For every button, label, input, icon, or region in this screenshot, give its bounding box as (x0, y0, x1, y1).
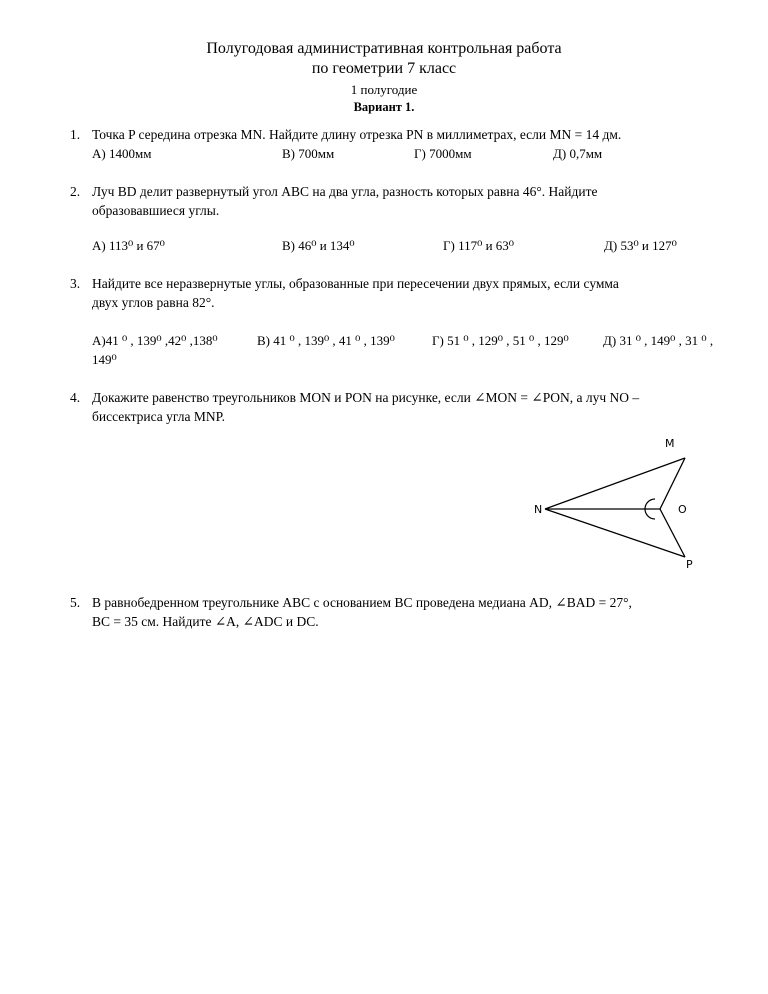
semester-label: 1 полугодие (350, 82, 418, 97)
label-o: O (678, 503, 687, 516)
question-number: 2. (70, 184, 81, 199)
answer-option-d: Д) 31 ⁰ , 149⁰ , 31 ⁰ , (603, 333, 714, 348)
label-n: N (534, 503, 543, 516)
answer-option-b: В) 41 ⁰ , 139⁰ , 41 ⁰ , 139⁰ (257, 333, 395, 348)
answer-option-d: Д) 53⁰ и 127⁰ (604, 238, 677, 253)
question-text: Точка P середина отрезка MN. Найдите длину отрезка PN в миллиметрах, если MN = 14 дм. (92, 127, 622, 142)
answer-option-c: Г) 117⁰ и 63⁰ (443, 238, 514, 253)
answer-option-d: Д) 0,7мм (553, 146, 603, 161)
answer-option-d-continued: 149⁰ (92, 352, 117, 367)
question-text-line-1: Найдите все неразвернутые углы, образованные при пересечении двух прямых, если сумма (92, 276, 619, 291)
triangle-figure (525, 433, 705, 573)
question-number: 5. (70, 595, 81, 610)
answer-option-b: В) 46⁰ и 134⁰ (282, 238, 355, 253)
question-number: 1. (70, 127, 81, 142)
question-text-line-2: биссектриса угла MNP. (92, 409, 226, 424)
question-number: 3. (70, 276, 81, 291)
answer-option-a: А) 113⁰ и 67⁰ (92, 238, 165, 253)
variant-label: Вариант 1. (353, 100, 415, 114)
page-title: Полугодовая административная контрольная работа (206, 40, 562, 57)
question-text-line-2: образовавшиеся углы. (92, 203, 220, 218)
question-text-line-1: Докажите равенство треугольников MON и PON на рисунке, если ∠MON = ∠PON, а луч NO – (92, 390, 640, 405)
answer-option-b: В) 700мм (282, 146, 335, 161)
question-text-line-1: Луч BD делит развернутый угол АВС на два угла, разность которых равна 46°. Найдите (92, 184, 598, 199)
answer-option-c: Г) 51 ⁰ , 129⁰ , 51 ⁰ , 129⁰ (432, 333, 569, 348)
question-text-line-2: BC = 35 см. Найдите ∠A, ∠ADC и DC. (92, 614, 319, 629)
page-subtitle: по геометрии 7 класс (311, 60, 457, 77)
label-p: P (686, 558, 693, 571)
answer-option-a: А) 1400мм (92, 146, 152, 161)
label-m: M (665, 437, 675, 450)
question-text-line-1: В равнобедренном треугольнике ABC с основанием BC проведена медиана AD, ∠BAD = 27°, (92, 595, 632, 610)
question-number: 4. (70, 390, 81, 405)
question-text-line-2: двух углов равна 82°. (92, 295, 215, 310)
answer-option-c: Г) 7000мм (414, 146, 472, 161)
answer-option-a: А)41 ⁰ , 139⁰ ,42⁰ ,138⁰ (92, 333, 218, 348)
